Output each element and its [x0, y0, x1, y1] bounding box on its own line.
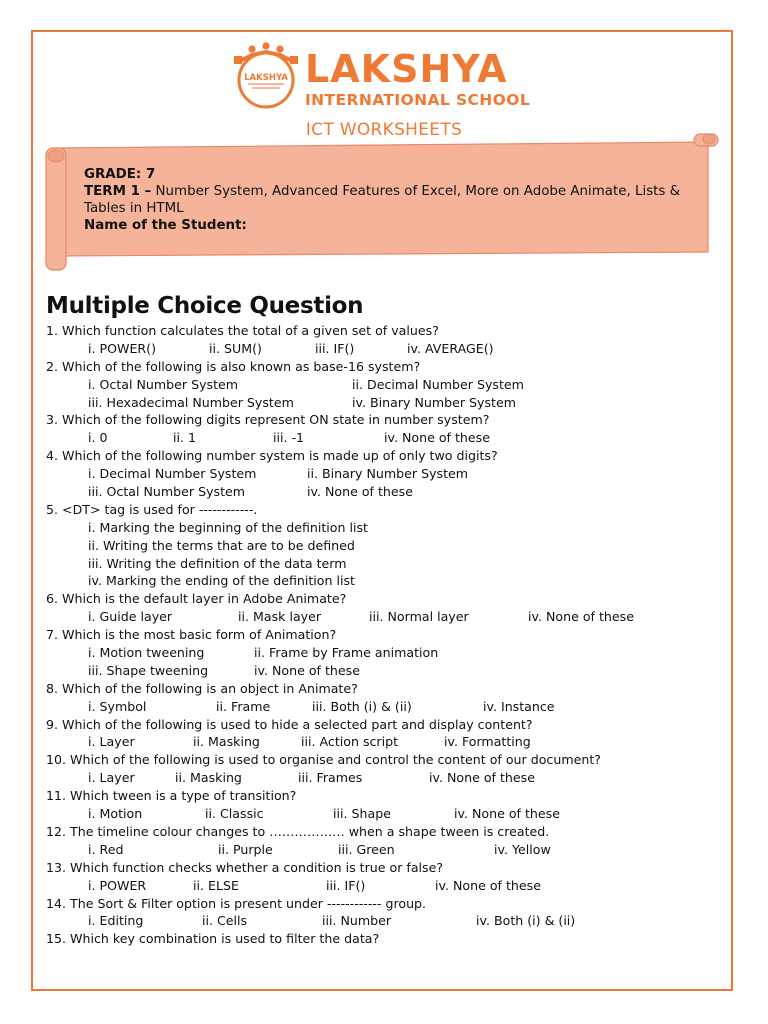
question-list	[46, 322, 726, 948]
option-12-3: iii. Green	[338, 841, 395, 857]
question-1: 1. Which function calculates the total of a given set of values?	[46, 323, 439, 338]
logo-text: LAKSHYA	[244, 73, 288, 83]
option-5-1: i. Marking the beginning of the definition list	[88, 519, 368, 535]
option-14-3: iii. Number	[322, 913, 392, 929]
option-4-2: ii. Binary Number System	[307, 466, 469, 482]
question-8: 8. Which of the following is an object in Animate?	[46, 680, 358, 696]
option-5-4: iv. Marking the ending of the definition list	[88, 573, 355, 589]
option-14-1: i. Editing	[88, 913, 144, 929]
option-2-2: ii. Decimal Number System	[352, 376, 524, 392]
option-13-1: i. POWER	[88, 877, 147, 893]
option-8-2: ii. Frame	[216, 698, 271, 714]
option-7-2: ii. Frame by Frame animation	[254, 645, 439, 661]
question-7: 7. Which is the most basic form of Animation?	[46, 627, 337, 643]
option-row	[46, 376, 726, 394]
option-1-3: iii. IF()	[315, 340, 355, 356]
question-14: 14. The Sort & Filter option is present under ------------ group.	[46, 895, 427, 911]
option-10-2: ii. Masking	[175, 770, 242, 786]
option-row	[46, 394, 726, 412]
option-5-3: iii. Writing the definition of the data term	[88, 555, 347, 571]
option-8-3: iii. Both (i) & (ii)	[312, 698, 412, 714]
option-1-2: ii. SUM()	[209, 340, 262, 356]
question-5: 5. <DT> tag is used for ------------.	[46, 501, 258, 517]
option-row	[46, 912, 726, 930]
option-8-1: i. Symbol	[88, 698, 147, 714]
option-11-4: iv. None of these	[454, 806, 560, 822]
option-row	[46, 805, 726, 823]
option-11-1: i. Motion	[88, 806, 143, 822]
option-row	[46, 465, 726, 483]
option-1-4: iv. AVERAGE()	[407, 340, 494, 356]
option-6-3: iii. Normal layer	[369, 609, 469, 625]
option-row	[46, 733, 726, 751]
option-7-3: iii. Shape tweening	[88, 662, 209, 678]
option-4-3: iii. Octal Number System	[88, 484, 246, 500]
option-row	[46, 537, 726, 555]
option-5-2: ii. Writing the terms that are to be defined	[88, 537, 355, 553]
option-4-1: i. Decimal Number System	[88, 466, 257, 482]
option-row	[46, 519, 726, 537]
school-name: LAKSHYA	[305, 47, 508, 91]
question-13: 13. Which function checks whether a condition is true or false?	[46, 859, 444, 875]
option-10-3: iii. Frames	[298, 770, 363, 786]
option-6-2: ii. Mask layer	[238, 609, 322, 625]
question-4: 4. Which of the following number system is made up of only two digits?	[46, 448, 498, 464]
option-13-3: iii. IF()	[326, 877, 366, 893]
option-row	[46, 877, 726, 895]
option-row	[46, 429, 726, 447]
school-subtitle: INTERNATIONAL SCHOOL	[305, 91, 531, 109]
option-row	[46, 340, 726, 358]
question-2: 2. Which of the following is also known as base-16 system?	[46, 358, 421, 374]
question-11: 11. Which tween is a type of transition?	[46, 788, 297, 804]
option-10-1: i. Layer	[88, 770, 135, 786]
option-1-1: i. POWER()	[88, 340, 156, 356]
option-2-3: iii. Hexadecimal Number System	[88, 394, 294, 410]
option-14-2: ii. Cells	[202, 913, 248, 929]
option-row	[46, 608, 726, 626]
option-12-2: ii. Purple	[218, 841, 273, 857]
worksheet-title: ICT WORKSHEETS	[305, 120, 463, 140]
option-row	[46, 769, 726, 787]
option-7-4: iv. None of these	[254, 662, 360, 678]
option-3-1: i. 0	[88, 430, 108, 446]
info-block	[84, 166, 709, 234]
option-9-4: iv. Formatting	[444, 734, 531, 750]
option-6-1: i. Guide layer	[88, 609, 173, 625]
option-3-3: iii. -1	[273, 430, 305, 446]
question-9: 9. Which of the following is used to hide a selected part and display content?	[46, 716, 533, 732]
option-9-2: ii. Masking	[193, 734, 260, 750]
option-13-4: iv. None of these	[435, 877, 541, 893]
term-topics: Number System, Advanced Features of Excel, More on Adobe Animate, Lists & Tables in HTML	[84, 184, 681, 216]
option-3-4: iv. None of these	[384, 430, 490, 446]
student-name-label: Name of the Student:	[84, 218, 247, 233]
grade-label: GRADE: 7	[84, 167, 156, 182]
option-4-4: iv. None of these	[307, 484, 413, 500]
option-row	[46, 662, 726, 680]
option-12-4: iv. Yellow	[494, 841, 551, 857]
question-6: 6. Which is the default layer in Adobe Animate?	[46, 591, 347, 607]
option-6-4: iv. None of these	[528, 609, 634, 625]
question-10: 10. Which of the following is used to organise and control the content of our document?	[46, 752, 601, 768]
option-row	[46, 644, 726, 662]
option-8-4: iv. Instance	[483, 698, 555, 714]
option-2-4: iv. Binary Number System	[352, 394, 517, 410]
question-3: 3. Which of the following digits represent ON state in number system?	[46, 412, 490, 428]
option-12-1: i. Red	[88, 841, 124, 857]
option-11-3: iii. Shape	[333, 806, 391, 822]
option-row	[46, 483, 726, 501]
term-label: TERM 1 –	[84, 184, 152, 199]
option-row	[46, 572, 726, 590]
option-10-4: iv. None of these	[429, 770, 535, 786]
option-row	[46, 555, 726, 573]
question-15: 15. Which key combination is used to filter the data?	[46, 931, 380, 947]
question-12: 12. The timeline colour changes to ……………… when a shape tween is created.	[46, 823, 550, 839]
option-9-1: i. Layer	[88, 734, 135, 750]
option-11-2: ii. Classic	[205, 806, 264, 822]
option-row	[46, 841, 726, 859]
option-7-1: i. Motion tweening	[88, 645, 205, 661]
option-9-3: iii. Action script	[301, 734, 399, 750]
option-13-2: ii. ELSE	[193, 877, 239, 893]
option-2-1: i. Octal Number System	[88, 376, 239, 392]
option-row	[46, 698, 726, 716]
option-14-4: iv. Both (i) & (ii)	[476, 913, 576, 929]
section-title: Multiple Choice Question	[46, 293, 364, 319]
option-3-2: ii. 1	[173, 430, 197, 446]
school-logo	[230, 40, 302, 112]
